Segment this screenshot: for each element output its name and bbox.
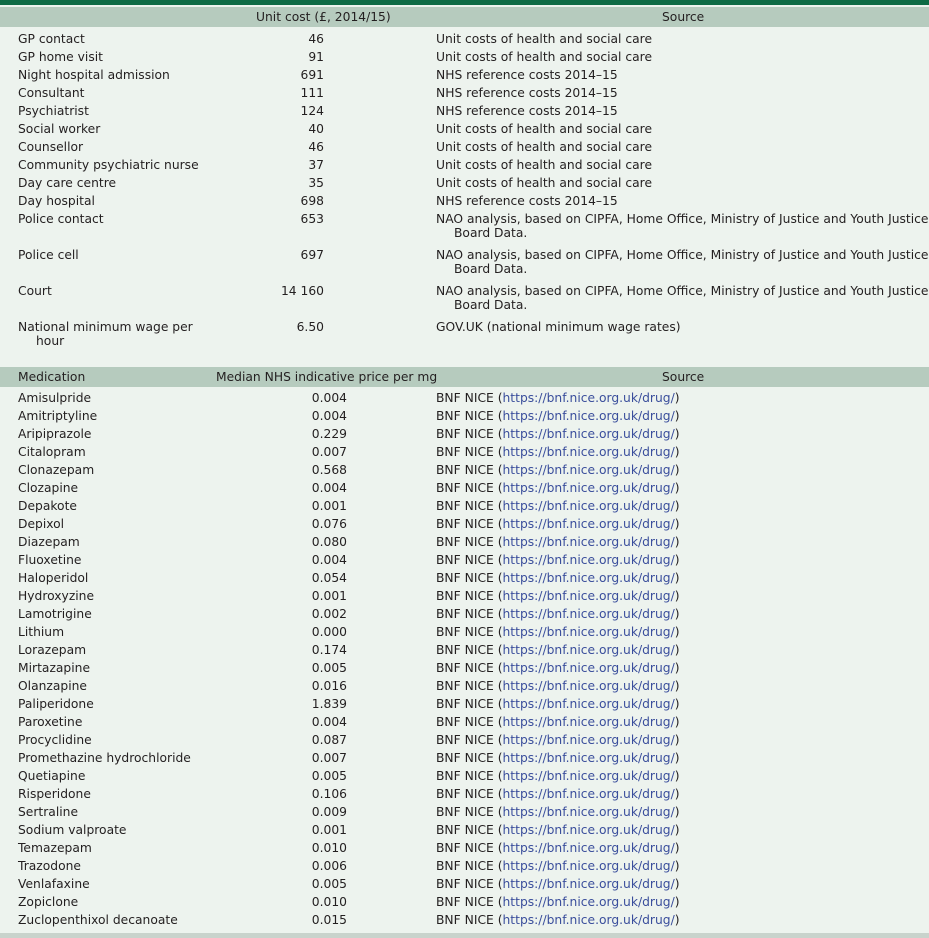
medication-source: BNF NICE (https://bnf.nice.org.uk/drug/)	[436, 661, 680, 675]
unit-cost-value: 111	[300, 86, 324, 100]
bnf-link[interactable]: https://bnf.nice.org.uk/drug/	[502, 409, 675, 423]
bnf-link[interactable]: https://bnf.nice.org.uk/drug/	[502, 877, 675, 891]
bnf-link[interactable]: https://bnf.nice.org.uk/drug/	[502, 445, 675, 459]
bnf-link[interactable]: https://bnf.nice.org.uk/drug/	[502, 733, 675, 747]
medication-source: BNF NICE (https://bnf.nice.org.uk/drug/)	[436, 427, 680, 441]
medication-source: BNF NICE (https://bnf.nice.org.uk/drug/)	[436, 859, 680, 873]
cost-source: Unit costs of health and social care	[436, 140, 653, 154]
medication-source: BNF NICE (https://bnf.nice.org.uk/drug/)	[436, 643, 680, 657]
table-row	[0, 714, 929, 732]
medication-source: BNF NICE (https://bnf.nice.org.uk/drug/)	[436, 913, 680, 927]
medication-source: BNF NICE (https://bnf.nice.org.uk/drug/)	[436, 895, 680, 909]
medication-source: BNF NICE (https://bnf.nice.org.uk/drug/)	[436, 823, 680, 837]
price-per-mg: 0.106	[311, 787, 347, 801]
medication-name: Olanzapine	[18, 679, 87, 693]
unit-cost-value: 6.50	[296, 320, 324, 334]
bnf-link[interactable]: https://bnf.nice.org.uk/drug/	[502, 895, 675, 909]
medication-name: Depixol	[18, 517, 65, 531]
table-row	[0, 103, 929, 121]
medication-source: BNF NICE (https://bnf.nice.org.uk/drug/)	[436, 499, 680, 513]
medication-name: Diazepam	[18, 535, 80, 549]
bnf-link[interactable]: https://bnf.nice.org.uk/drug/	[502, 481, 675, 495]
table-row	[0, 85, 929, 103]
price-per-mg: 0.080	[311, 535, 347, 549]
bnf-link[interactable]: https://bnf.nice.org.uk/drug/	[502, 769, 675, 783]
medication-source: BNF NICE (https://bnf.nice.org.uk/drug/)	[436, 805, 680, 819]
price-per-mg: 0.006	[311, 859, 347, 873]
table-row	[0, 732, 929, 750]
medication-source-column-header: Source	[662, 370, 705, 384]
bnf-link[interactable]: https://bnf.nice.org.uk/drug/	[502, 427, 675, 441]
medication-name: Zopiclone	[18, 895, 79, 909]
bnf-link[interactable]: https://bnf.nice.org.uk/drug/	[502, 643, 675, 657]
table-row	[0, 31, 929, 49]
medication-source: BNF NICE (https://bnf.nice.org.uk/drug/)	[436, 679, 680, 693]
medication-name: Quetiapine	[18, 769, 86, 783]
cost-source: NAO analysis, based on CIPFA, Home Office, Ministry of Justice and Youth Justice Board Data.	[436, 248, 929, 276]
price-per-mg: 0.054	[311, 571, 347, 585]
table-row	[0, 804, 929, 822]
table-row	[0, 696, 929, 714]
bnf-link[interactable]: https://bnf.nice.org.uk/drug/	[502, 697, 675, 711]
cost-item-label: GP home visit	[18, 50, 103, 64]
price-per-mg: 0.229	[311, 427, 347, 441]
medication-name: Temazepam	[18, 841, 92, 855]
price-per-mg: 0.016	[311, 679, 347, 693]
unit-cost-value: 697	[300, 248, 324, 262]
bnf-link[interactable]: https://bnf.nice.org.uk/drug/	[502, 391, 675, 405]
table-row	[0, 516, 929, 534]
price-per-mg: 0.174	[311, 643, 347, 657]
bnf-link[interactable]: https://bnf.nice.org.uk/drug/	[502, 751, 675, 765]
medication-source: BNF NICE (https://bnf.nice.org.uk/drug/)	[436, 625, 680, 639]
costs-table-body	[0, 31, 929, 355]
medication-source: BNF NICE (https://bnf.nice.org.uk/drug/)	[436, 751, 680, 765]
medication-name: Trazodone	[18, 859, 81, 873]
cost-source: Unit costs of health and social care	[436, 50, 653, 64]
table-row	[0, 175, 929, 193]
medication-source: BNF NICE (https://bnf.nice.org.uk/drug/)	[436, 769, 680, 783]
unit-cost-value: 691	[300, 68, 324, 82]
bnf-link[interactable]: https://bnf.nice.org.uk/drug/	[502, 841, 675, 855]
medication-name: Paliperidone	[18, 697, 94, 711]
table-row	[0, 444, 929, 462]
cost-item-label: Psychiatrist	[18, 104, 89, 118]
price-per-mg: 0.005	[311, 769, 347, 783]
cost-item-label: Day care centre	[18, 176, 117, 190]
price-per-mg: 0.002	[311, 607, 347, 621]
medication-source: BNF NICE (https://bnf.nice.org.uk/drug/)	[436, 697, 680, 711]
price-per-mg: 0.005	[311, 877, 347, 891]
price-per-mg: 0.004	[311, 715, 347, 729]
cost-source: NHS reference costs 2014–15	[436, 68, 618, 82]
medication-name: Paroxetine	[18, 715, 83, 729]
table-row	[0, 390, 929, 408]
table-row	[0, 139, 929, 157]
medication-name: Zuclopenthixol decanoate	[18, 913, 178, 927]
table-row	[0, 247, 929, 283]
bnf-link[interactable]: https://bnf.nice.org.uk/drug/	[502, 913, 675, 927]
cost-source: Unit costs of health and social care	[436, 32, 653, 46]
unit-cost-value: 91	[308, 50, 324, 64]
medication-name: Clonazepam	[18, 463, 95, 477]
medication-name: Lamotrigine	[18, 607, 92, 621]
table-row	[0, 193, 929, 211]
table-row	[0, 121, 929, 139]
medication-source: BNF NICE (https://bnf.nice.org.uk/drug/)	[436, 715, 680, 729]
medication-name: Hydroxyzine	[18, 589, 95, 603]
medication-source: BNF NICE (https://bnf.nice.org.uk/drug/)	[436, 481, 680, 495]
medication-source: BNF NICE (https://bnf.nice.org.uk/drug/)	[436, 841, 680, 855]
price-per-mg: 0.009	[311, 805, 347, 819]
table-row	[0, 462, 929, 480]
medication-name: Risperidone	[18, 787, 91, 801]
cost-item-label: Night hospital admission	[18, 68, 170, 82]
cost-source: GOV.UK (national minimum wage rates)	[436, 320, 681, 334]
bnf-link[interactable]: https://bnf.nice.org.uk/drug/	[502, 607, 675, 621]
medication-name: Depakote	[18, 499, 77, 513]
medication-name: Amitriptyline	[18, 409, 98, 423]
table-row	[0, 283, 929, 319]
price-per-mg: 0.010	[311, 841, 347, 855]
price-per-mg: 0.004	[311, 409, 347, 423]
medication-source: BNF NICE (https://bnf.nice.org.uk/drug/)	[436, 607, 680, 621]
table-row	[0, 912, 929, 930]
price-column-header: Median NHS indicative price per mg	[216, 370, 438, 384]
bnf-link[interactable]: https://bnf.nice.org.uk/drug/	[502, 787, 675, 801]
table-row	[0, 552, 929, 570]
table-row	[0, 67, 929, 85]
unit-cost-column-header: Unit cost (£, 2014/15)	[256, 10, 391, 24]
cost-source: NAO analysis, based on CIPFA, Home Office, Ministry of Justice and Youth Justice Board Data.	[436, 284, 929, 312]
bnf-link[interactable]: https://bnf.nice.org.uk/drug/	[502, 715, 675, 729]
cost-source: NHS reference costs 2014–15	[436, 104, 618, 118]
unit-cost-value: 653	[300, 212, 324, 226]
table-row	[0, 211, 929, 247]
cost-item-label: Community psychiatric nurse	[18, 158, 199, 172]
table-row	[0, 426, 929, 444]
medication-name: Procyclidine	[18, 733, 92, 747]
table-row	[0, 768, 929, 786]
unit-cost-value: 37	[308, 158, 324, 172]
medication-source: BNF NICE (https://bnf.nice.org.uk/drug/)	[436, 535, 680, 549]
table-row	[0, 319, 929, 355]
table-row	[0, 570, 929, 588]
medication-table-body	[0, 390, 929, 930]
bnf-link[interactable]: https://bnf.nice.org.uk/drug/	[502, 571, 675, 585]
table-row	[0, 840, 929, 858]
medication-source: BNF NICE (https://bnf.nice.org.uk/drug/)	[436, 589, 680, 603]
table-row	[0, 822, 929, 840]
top-rule	[0, 0, 929, 5]
medication-name: Citalopram	[18, 445, 86, 459]
table-row	[0, 588, 929, 606]
bnf-link[interactable]: https://bnf.nice.org.uk/drug/	[502, 661, 675, 675]
price-per-mg: 0.001	[311, 589, 347, 603]
medication-source: BNF NICE (https://bnf.nice.org.uk/drug/)	[436, 463, 680, 477]
cost-source: Unit costs of health and social care	[436, 158, 653, 172]
cost-item-label: Consultant	[18, 86, 85, 100]
table-row	[0, 642, 929, 660]
medication-name: Fluoxetine	[18, 553, 82, 567]
unit-cost-value: 14 160	[280, 284, 324, 298]
table-row	[0, 786, 929, 804]
unit-cost-value: 46	[308, 140, 324, 154]
table-row	[0, 858, 929, 876]
cost-item-label: Social worker	[18, 122, 101, 136]
bnf-link[interactable]: https://bnf.nice.org.uk/drug/	[502, 463, 675, 477]
table-row	[0, 534, 929, 552]
table-row	[0, 678, 929, 696]
table-row	[0, 157, 929, 175]
medication-table-header	[0, 367, 929, 387]
medication-name: Lorazepam	[18, 643, 87, 657]
table-row	[0, 606, 929, 624]
price-per-mg: 0.004	[311, 553, 347, 567]
unit-cost-value: 698	[300, 194, 324, 208]
unit-cost-value: 40	[308, 122, 324, 136]
cost-source: NAO analysis, based on CIPFA, Home Office, Ministry of Justice and Youth Justice Board Data.	[436, 212, 929, 240]
bottom-rule	[0, 933, 929, 938]
price-per-mg: 0.004	[311, 481, 347, 495]
cost-source: Unit costs of health and social care	[436, 176, 653, 190]
price-per-mg: 1.839	[311, 697, 347, 711]
source-column-header: Source	[662, 10, 705, 24]
medication-source: BNF NICE (https://bnf.nice.org.uk/drug/)	[436, 517, 680, 531]
table-row	[0, 660, 929, 678]
table-row	[0, 480, 929, 498]
table-row	[0, 498, 929, 516]
bnf-link[interactable]: https://bnf.nice.org.uk/drug/	[502, 805, 675, 819]
medication-name: Aripiprazole	[18, 427, 92, 441]
cost-item-label: Police contact	[18, 212, 104, 226]
bnf-link[interactable]: https://bnf.nice.org.uk/drug/	[502, 679, 675, 693]
unit-cost-value: 124	[300, 104, 324, 118]
medication-name: Clozapine	[18, 481, 79, 495]
table-row	[0, 624, 929, 642]
unit-cost-value: 35	[308, 176, 324, 190]
cost-item-label: Court	[18, 284, 52, 298]
table-row	[0, 894, 929, 912]
cost-item-label: Counsellor	[18, 140, 84, 154]
unit-cost-value: 46	[308, 32, 324, 46]
bnf-link[interactable]: https://bnf.nice.org.uk/drug/	[502, 499, 675, 513]
price-per-mg: 0.568	[311, 463, 347, 477]
bnf-link[interactable]: https://bnf.nice.org.uk/drug/	[502, 823, 675, 837]
cost-source: NHS reference costs 2014–15	[436, 194, 618, 208]
cost-item-label: GP contact	[18, 32, 85, 46]
price-per-mg: 0.087	[311, 733, 347, 747]
table-row	[0, 876, 929, 894]
table-row	[0, 49, 929, 67]
medication-column-header: Medication	[18, 370, 86, 384]
price-per-mg: 0.005	[311, 661, 347, 675]
medication-source: BNF NICE (https://bnf.nice.org.uk/drug/)	[436, 553, 680, 567]
price-per-mg: 0.001	[311, 823, 347, 837]
costs-table-header	[0, 7, 929, 27]
medication-source: BNF NICE (https://bnf.nice.org.uk/drug/)	[436, 733, 680, 747]
medication-source: BNF NICE (https://bnf.nice.org.uk/drug/)	[436, 877, 680, 891]
price-per-mg: 0.007	[311, 445, 347, 459]
medication-source: BNF NICE (https://bnf.nice.org.uk/drug/)	[436, 571, 680, 585]
medication-name: Sodium valproate	[18, 823, 127, 837]
price-per-mg: 0.015	[311, 913, 347, 927]
medication-name: Promethazine hydrochloride	[18, 751, 191, 765]
price-per-mg: 0.004	[311, 391, 347, 405]
cost-source: Unit costs of health and social care	[436, 122, 653, 136]
table-row	[0, 750, 929, 768]
medication-name: Sertraline	[18, 805, 79, 819]
price-per-mg: 0.007	[311, 751, 347, 765]
medication-source: BNF NICE (https://bnf.nice.org.uk/drug/)	[436, 445, 680, 459]
bnf-link[interactable]: https://bnf.nice.org.uk/drug/	[502, 517, 675, 531]
price-per-mg: 0.000	[311, 625, 347, 639]
price-per-mg: 0.001	[311, 499, 347, 513]
medication-name: Lithium	[18, 625, 65, 639]
price-per-mg: 0.010	[311, 895, 347, 909]
bnf-link[interactable]: https://bnf.nice.org.uk/drug/	[502, 589, 675, 603]
bnf-link[interactable]: https://bnf.nice.org.uk/drug/	[502, 535, 675, 549]
cost-source: NHS reference costs 2014–15	[436, 86, 618, 100]
price-per-mg: 0.076	[311, 517, 347, 531]
cost-item-label: Day hospital	[18, 194, 95, 208]
medication-name: Haloperidol	[18, 571, 89, 585]
cost-item-label: National minimum wage per hour	[18, 320, 193, 348]
table-row	[0, 408, 929, 426]
bnf-link[interactable]: https://bnf.nice.org.uk/drug/	[502, 553, 675, 567]
medication-source: BNF NICE (https://bnf.nice.org.uk/drug/)	[436, 391, 680, 405]
cost-item-label: Police cell	[18, 248, 79, 262]
medication-name: Amisulpride	[18, 391, 92, 405]
bnf-link[interactable]: https://bnf.nice.org.uk/drug/	[502, 859, 675, 873]
medication-name: Mirtazapine	[18, 661, 91, 675]
medication-source: BNF NICE (https://bnf.nice.org.uk/drug/)	[436, 787, 680, 801]
medication-source: BNF NICE (https://bnf.nice.org.uk/drug/)	[436, 409, 680, 423]
medication-name: Venlafaxine	[18, 877, 90, 891]
bnf-link[interactable]: https://bnf.nice.org.uk/drug/	[502, 625, 675, 639]
